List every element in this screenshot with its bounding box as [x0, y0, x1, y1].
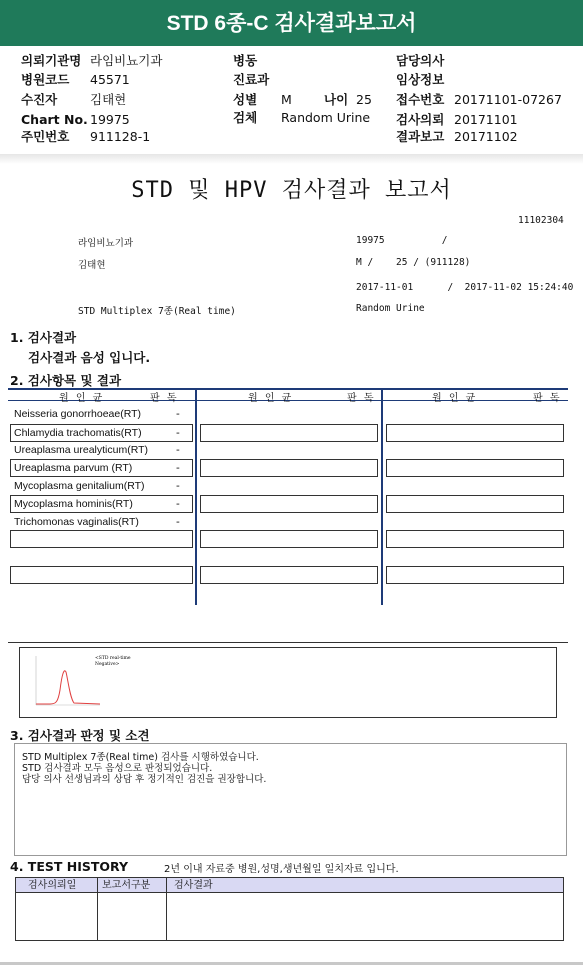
col-judge-1: 판 독	[150, 393, 179, 404]
report-code: 11102304	[518, 215, 564, 226]
section3-title: 3. 검사결과 판정 및 소견	[10, 728, 150, 743]
report-chart-no: 19975 /	[356, 235, 448, 246]
history-col-request-date: 검사의뢰일	[28, 880, 77, 891]
report-specimen: Random Urine	[356, 303, 425, 314]
specimen-value: Random Urine	[281, 110, 371, 125]
receipt-no-label: 접수번호	[396, 92, 445, 107]
institution-label: 의뢰기관명	[21, 53, 82, 68]
item-name: Ureaplasma parvum (RT)	[14, 462, 133, 474]
result-row-box	[386, 495, 564, 513]
result-row-box	[200, 566, 378, 584]
result-row-box	[386, 530, 564, 548]
item-result: -	[176, 427, 180, 439]
institution-value: 라임비뇨기과	[90, 53, 163, 68]
patient-label: 수진자	[21, 92, 58, 107]
hospital-code-label: 병원코드	[21, 72, 70, 87]
sex-value: M	[281, 92, 292, 107]
item-name: Ureaplasma urealyticum(RT)	[14, 444, 149, 456]
col-pathogen-3: 원 인 균	[432, 393, 478, 404]
age-value: 25	[356, 92, 372, 107]
result-row-box	[10, 530, 193, 548]
report-sex-age: M / 25 / (911128)	[356, 257, 471, 268]
report-dates: 2017-11-01 / 2017-11-02 15:24:40	[356, 282, 574, 293]
history-col-divider	[97, 878, 98, 940]
section-divider	[8, 642, 568, 643]
report-patient: 김태현	[78, 260, 106, 271]
remark-line: STD Multiplex 7종(Real time) 검사를 시행하였습니다.	[22, 752, 259, 763]
request-date-value: 20171101	[454, 112, 518, 127]
history-col-divider	[166, 878, 167, 940]
chart-no-label: Chart No.	[21, 112, 88, 127]
results-grid-divider	[381, 390, 383, 605]
item-result: -	[176, 516, 180, 528]
sex-label: 성별	[233, 92, 258, 107]
receipt-no-value: 20171101-07267	[454, 92, 562, 107]
item-result: -	[176, 480, 180, 492]
item-name: Chlamydia trachomatis(RT)	[14, 427, 142, 439]
history-table-header	[16, 878, 563, 893]
remark-line: STD 검사결과 모두 음성으로 판정되었습니다.	[22, 763, 213, 774]
chart-no-value: 19975	[90, 112, 130, 127]
document-title: STD 6종-C 검사결과보고서	[0, 0, 583, 46]
specimen-label: 검체	[233, 110, 258, 125]
history-note: 2년 이내 자료중 병원,성명,생년월일 일치자료 입니다.	[164, 864, 399, 875]
item-name: Trichomonas vaginalis(RT)	[14, 516, 139, 528]
item-result: -	[176, 408, 180, 420]
result-row-box	[386, 459, 564, 477]
realtime-curve-thumbnail	[22, 650, 142, 714]
col-pathogen-1: 원 인 균	[59, 393, 105, 404]
section4-title: 4. TEST HISTORY	[10, 859, 129, 874]
report-title: STD 및 HPV 검사결과 보고서	[131, 178, 452, 203]
result-row-box	[200, 495, 378, 513]
results-grid-divider	[195, 390, 197, 605]
realtime-chart-panel	[19, 647, 557, 718]
history-col-report-type: 보고서구분	[102, 880, 151, 891]
result-row-box	[386, 566, 564, 584]
result-row-box	[10, 566, 193, 584]
header-separator	[0, 154, 583, 164]
item-result: -	[176, 444, 180, 456]
result-row-box	[200, 530, 378, 548]
col-pathogen-2: 원 인 균	[248, 393, 294, 404]
col-judge-3: 판 독	[533, 393, 562, 404]
chart-caption-line1: <STD real-time	[95, 656, 131, 661]
report-date-label: 결과보고	[396, 129, 445, 144]
item-result: -	[176, 498, 180, 510]
result-row-box	[200, 424, 378, 442]
result-row-box	[386, 424, 564, 442]
remark-line: 담당 의사 선생님과의 상담 후 정기적인 검진을 권장합니다.	[22, 774, 267, 785]
item-name: Mycoplasma hominis(RT)	[14, 498, 133, 510]
request-date-label: 검사의뢰	[396, 112, 445, 127]
hospital-code-value: 45571	[90, 72, 130, 87]
ward-label: 병동	[233, 53, 258, 68]
chart-caption-line2: Negative>	[95, 662, 120, 667]
clinical-info-label: 임상정보	[396, 72, 445, 87]
item-name: Mycoplasma genitalium(RT)	[14, 480, 145, 492]
section1-summary: 검사결과 음성 입니다.	[28, 350, 151, 365]
section2-title: 2. 검사항목 및 결과	[10, 373, 122, 388]
col-judge-2: 판 독	[347, 393, 376, 404]
section1-title: 1. 검사결과	[10, 330, 77, 345]
age-label: 나이	[324, 92, 349, 107]
result-row-box	[200, 459, 378, 477]
history-table	[15, 877, 564, 941]
doctor-label: 담당의사	[396, 53, 445, 68]
item-name: Neisseria gonorrhoeae(RT)	[14, 408, 142, 420]
report-institution: 라임비뇨기과	[78, 238, 134, 249]
item-result: -	[176, 462, 180, 474]
report-test-name: STD Multiplex 7종(Real time)	[78, 306, 236, 317]
patient-value: 김태현	[90, 92, 127, 107]
resident-no-label: 주민번호	[21, 129, 70, 144]
history-col-result: 검사결과	[174, 880, 213, 891]
resident-no-value: 911128-1	[90, 129, 151, 144]
dept-label: 진료과	[233, 72, 270, 87]
report-date-value: 20171102	[454, 129, 518, 144]
